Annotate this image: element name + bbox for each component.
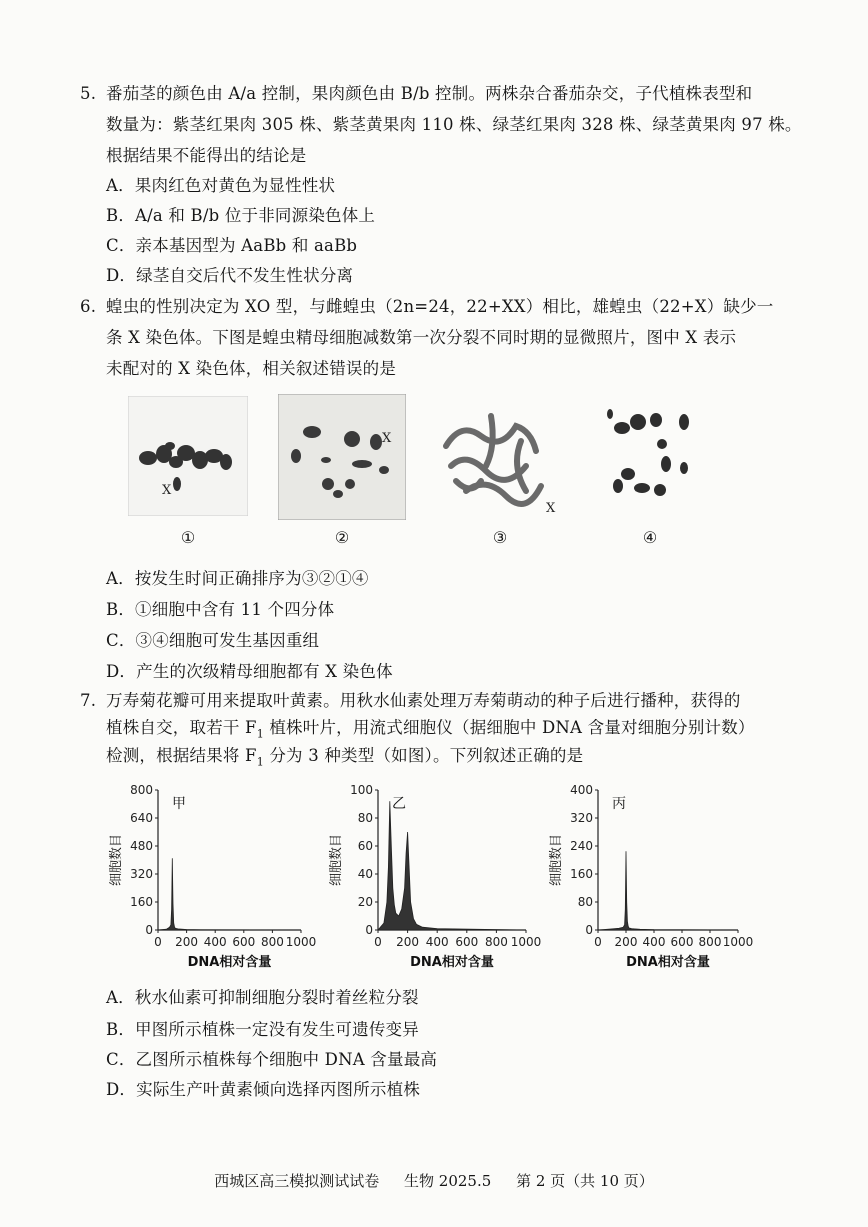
- q6-stem-line-1: 6. 蝗虫的性别决定为 XO 型，与雌蝗虫（2n=24，22+XX）相比，雄蝗虫（22+X）缺少一: [80, 297, 774, 316]
- q5-stem-line-3: 根据结果不能得出的结论是: [106, 146, 307, 165]
- q6-option-c: C．③④细胞可发生基因重组: [106, 631, 320, 650]
- chart-bing: [546, 780, 758, 972]
- x-axis-label: DNA相对含量: [187, 955, 272, 970]
- q6-option-d: D．产生的次级精母细胞都有 X 染色体: [106, 662, 393, 681]
- micrograph-label-2: ②: [334, 528, 350, 547]
- chart-title: 乙: [392, 796, 406, 812]
- q7-option-d: D．实际生产叶黄素倾向选择丙图所示植株: [106, 1080, 421, 1099]
- q5-option-a: A．果肉红色对黄色为显性性状: [106, 176, 336, 195]
- flow-histogram-jia: [106, 780, 321, 972]
- histogram-area: [378, 801, 526, 930]
- y-tick-label: 320: [570, 811, 593, 825]
- flow-histogram-bing: [546, 780, 758, 972]
- y-axis-label: 细胞数目: [109, 833, 124, 887]
- q6-stem-line-2: 条 X 染色体。下图是蝗虫精母细胞减数第一次分裂不同时期的显微照片，图中 X 表示: [106, 328, 737, 347]
- x-mark-2: X: [382, 431, 392, 446]
- q5-option-b: B．A/a 和 B/b 位于非同源染色体上: [106, 206, 376, 225]
- y-tick-label: 320: [130, 867, 153, 881]
- q7-option-c: C．乙图所示植株每个细胞中 DNA 含量最高: [106, 1050, 438, 1069]
- q5-option-d: D．绿茎自交后代不发生性状分离: [106, 266, 354, 285]
- q6-stem-line-3: 未配对的 X 染色体，相关叙述错误的是: [106, 359, 397, 378]
- x-tick-label: 400: [203, 935, 227, 949]
- footer-page: 第 2 页（共 10 页）: [516, 1172, 654, 1190]
- flow-histogram-yi: [326, 780, 546, 972]
- y-tick-label: 0: [145, 923, 153, 937]
- x-tick-label: 600: [455, 935, 479, 949]
- x-tick-label: 0: [374, 935, 382, 949]
- x-tick-label: 200: [175, 935, 199, 949]
- y-axis-label: 细胞数目: [329, 833, 344, 887]
- q5-stem-line-1: 5. 番茄茎的颜色由 A/a 控制，果肉颜色由 B/b 控制。两株杂合番茄杂交，子代植株表型和: [80, 84, 753, 103]
- q7-option-b: B．甲图所示植株一定没有发生可遗传变异: [106, 1020, 419, 1039]
- q7-option-a: A．秋水仙素可抑制细胞分裂时着丝粒分裂: [106, 988, 419, 1007]
- q6-option-a: A．按发生时间正确排序为③②①④: [106, 569, 369, 588]
- y-tick-label: 100: [350, 783, 373, 797]
- x-tick-label: 800: [698, 935, 722, 949]
- micrograph-2: [278, 394, 406, 520]
- y-tick-label: 80: [357, 811, 373, 825]
- y-tick-label: 160: [130, 895, 153, 909]
- q5-option-c: C．亲本基因型为 AaBb 和 aaBb: [106, 236, 358, 255]
- y-tick-label: 0: [365, 923, 373, 937]
- histogram-area: [598, 851, 738, 930]
- y-tick-label: 80: [577, 895, 593, 909]
- footer-exam: 西城区高三模拟测试试卷: [214, 1172, 380, 1190]
- y-axis-label: 细胞数目: [549, 833, 564, 887]
- x-tick-label: 800: [260, 935, 284, 949]
- micrograph-label-3: ③: [492, 528, 508, 547]
- y-tick-label: 0: [585, 923, 593, 937]
- y-tick-label: 800: [130, 783, 153, 797]
- page-footer: [0, 1170, 868, 1191]
- y-tick-label: 160: [570, 867, 593, 881]
- x-tick-label: 200: [396, 935, 420, 949]
- y-tick-label: 240: [570, 839, 593, 853]
- micrograph-4: [598, 396, 718, 516]
- footer-subject: 生物 2025.5: [404, 1172, 492, 1190]
- x-tick-label: 1000: [285, 935, 317, 949]
- x-tick-label: 0: [594, 935, 602, 949]
- y-tick-label: 20: [357, 895, 373, 909]
- x-tick-label: 0: [154, 935, 162, 949]
- q7-stem-line-3: 检测，根据结果将 $F_1$ 分为 3 种类型（如图）。下列叙述正确的是: [106, 746, 584, 769]
- x-tick-label: 600: [670, 935, 694, 949]
- x-tick-label: 800: [484, 935, 508, 949]
- x-mark-1: X: [162, 483, 172, 498]
- x-tick-label: 600: [232, 935, 256, 949]
- x-tick-label: 400: [425, 935, 449, 949]
- y-tick-label: 480: [130, 839, 153, 853]
- x-tick-label: 1000: [510, 935, 542, 949]
- x-tick-label: 400: [642, 935, 666, 949]
- x-axis-label: DNA相对含量: [410, 955, 494, 970]
- histogram-area: [158, 858, 301, 930]
- x-axis-label: DNA相对含量: [626, 955, 710, 970]
- chart-jia: [106, 780, 321, 972]
- q6-option-b: B．①细胞中含有 11 个四分体: [106, 600, 335, 619]
- y-tick-label: 640: [130, 811, 153, 825]
- y-tick-label: 400: [570, 783, 593, 797]
- micrograph-label-4: ④: [642, 528, 658, 547]
- micrograph-1: [128, 396, 248, 516]
- q7-stem-line-1: 7. 万寿菊花瓣可用来提取叶黄素。用秋水仙素处理万寿菊萌动的种子后进行播种，获得的: [80, 691, 741, 710]
- chart-yi: [326, 780, 546, 972]
- q5-stem-line-2: 数量为：紫茎红果肉 305 株、紫茎黄果肉 110 株、绿茎红果肉 328 株、绿茎黄果肉 97 株。: [106, 115, 802, 134]
- x-tick-label: 200: [614, 935, 638, 949]
- chart-title: 丙: [612, 796, 626, 812]
- micrograph-label-1: ①: [180, 528, 196, 547]
- x-mark-3: X: [546, 501, 556, 516]
- y-tick-label: 60: [357, 839, 373, 853]
- y-tick-label: 40: [357, 867, 373, 881]
- q7-stem-line-2: 植株自交，取若干 $F_1$ 植株叶片，用流式细胞仪（据细胞中 DNA 含量对细胞分别计数）: [106, 718, 755, 741]
- chart-title: 甲: [172, 796, 186, 812]
- micrograph-3: [436, 396, 556, 516]
- x-tick-label: 1000: [722, 935, 754, 949]
